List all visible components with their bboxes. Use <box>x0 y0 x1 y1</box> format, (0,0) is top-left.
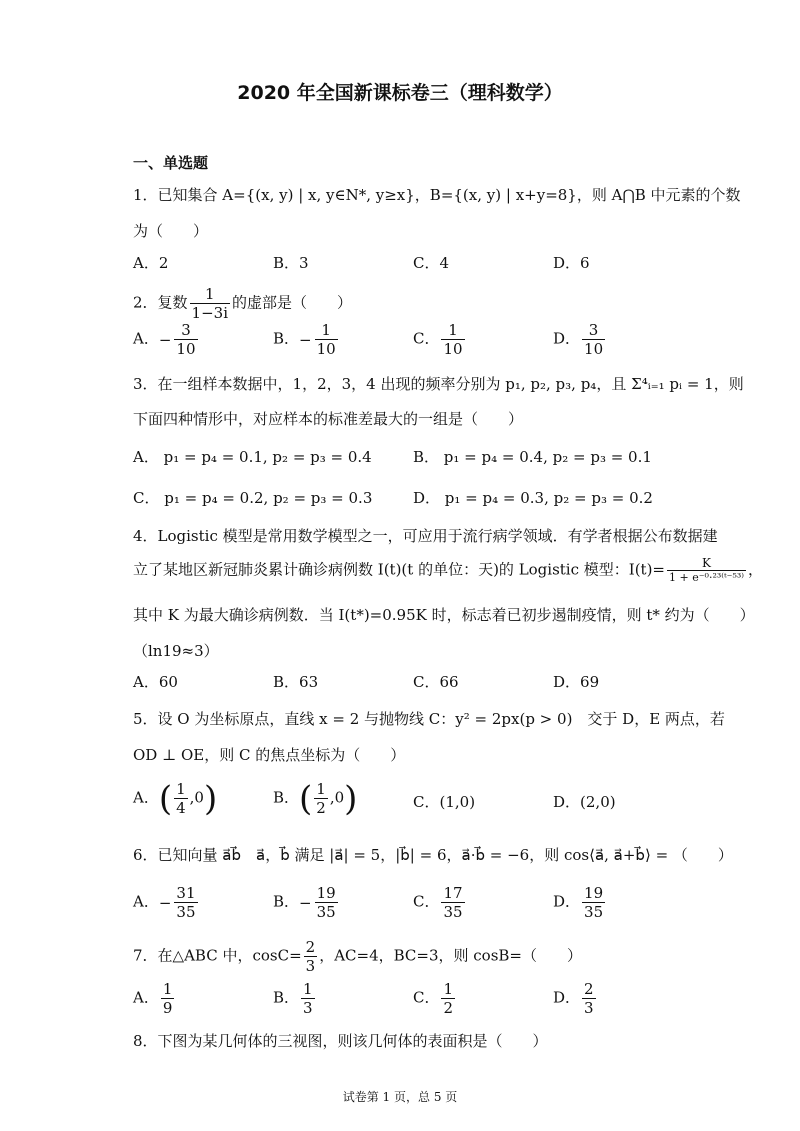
option-fraction <box>441 884 464 921</box>
option-label: B． <box>273 788 300 807</box>
q2-suffix: 的虚部是（ ） <box>232 293 353 312</box>
option-fraction <box>315 321 338 358</box>
option-sign: − <box>158 330 172 349</box>
option-fraction <box>315 884 338 921</box>
q2-frac-den: 1−3i <box>191 304 228 322</box>
q1-option-c: C．4 <box>413 254 450 272</box>
q2-option-d <box>553 321 607 358</box>
question-5-text-cont: OD ⊥ OE，则 C 的焦点坐标为（ ） <box>133 746 406 764</box>
section-heading: 一、单选题 <box>133 154 209 172</box>
option-sign: − <box>299 893 312 912</box>
frac-den: 3 <box>584 999 594 1017</box>
option-label: D． <box>553 892 581 911</box>
q5-option-c <box>413 791 475 812</box>
frac-den: 9 <box>162 999 173 1017</box>
option-fraction <box>174 884 197 921</box>
frac-den: 35 <box>176 903 196 921</box>
question-1-text: 1．已知集合 A={(x, y) | x, y∈N*, y≥x}，B={(x, y) | x+y=8}，则 A⋂B 中元素的个数 <box>133 186 741 204</box>
q3-option-c: C． p₁ = p₄ = 0.2, p₂ = p₃ = 0.3 <box>133 489 373 507</box>
option-label: D． <box>553 988 581 1007</box>
q7-option-b <box>273 980 317 1017</box>
option-fraction <box>314 780 328 817</box>
q4-logistic-fraction <box>667 556 746 585</box>
question-1-text-cont: 为（ ） <box>133 222 209 240</box>
q4-model-text: 立了某地区新冠肺炎累计确诊病例数 I(t)(t 的单位：天)的 Logistic 模型：I(t)= <box>133 560 666 579</box>
right-paren: ) <box>203 778 218 819</box>
q2-option-a <box>133 321 200 358</box>
page-title: 2020 年全国新课标卷三（理科数学） <box>237 82 563 104</box>
option-label: A． <box>133 892 159 911</box>
right-paren: ) <box>344 778 358 819</box>
option-fraction <box>174 321 197 358</box>
q2-frac-num: 1 <box>190 285 230 304</box>
option-fraction <box>441 321 464 358</box>
q2-option-b <box>273 321 340 358</box>
option-label: C． <box>413 892 440 911</box>
frac-num: 31 <box>176 884 196 902</box>
frac-den: 1 + e⁻⁰·²³⁽ᵗ⁻⁵³⁾ <box>669 571 745 584</box>
frac-den: 3 <box>305 957 316 975</box>
q7-fraction <box>304 938 318 975</box>
option-label: B． <box>273 329 300 348</box>
frac-den: 2 <box>316 799 326 817</box>
question-4-text: 4．Logistic 模型是常用数学模型之一，可应用于流行病学领域．有学者根据公布数据建 <box>133 527 718 545</box>
q7-option-c <box>413 980 457 1017</box>
q6-option-a <box>133 884 200 921</box>
option-label: B． <box>273 892 300 911</box>
option-fraction <box>441 980 455 1017</box>
question-4-text-cont2: 其中 K 为最大确诊病例数．当 I(t*)=0.95K 时，标志着已初步遏制疫情，则 t* 约为（ ） <box>133 606 755 624</box>
option-label: D． <box>553 329 581 348</box>
q1-option-d: D．6 <box>553 254 590 272</box>
q4-option-a: A．60 <box>133 673 178 691</box>
option-label: C． <box>413 988 440 1007</box>
question-3-text-cont: 下面四种情形中，对应样本的标准差最大的一组是（ ） <box>133 410 524 428</box>
option-fraction <box>161 980 175 1017</box>
option-label: B． <box>273 988 300 1007</box>
option-sign: − <box>299 330 312 349</box>
frac-num: 1 <box>162 980 173 998</box>
question-8-text: 8．下图为某几何体的三视图，则该几何体的表面积是（ ） <box>133 1032 548 1050</box>
q2-option-c <box>413 321 467 358</box>
frac-den: 10 <box>584 340 604 358</box>
question-7-text <box>133 938 582 975</box>
frac-num: 1 <box>303 980 313 998</box>
question-4-text-cont <box>133 556 763 585</box>
frac-den: 10 <box>443 340 463 358</box>
frac-den: 10 <box>316 340 336 358</box>
frac-den: 3 <box>303 999 313 1017</box>
q1-option-a: A．2 <box>133 254 169 272</box>
frac-num: 1 <box>176 780 186 798</box>
q4-option-b: B．63 <box>273 673 319 691</box>
frac-num: 17 <box>443 884 463 902</box>
frac-num: K <box>667 556 746 571</box>
q6-option-d <box>553 884 607 921</box>
frac-num: 2 <box>584 980 594 998</box>
left-paren: ( <box>158 778 173 819</box>
frac-num: 3 <box>582 321 605 340</box>
option-fraction <box>301 980 315 1017</box>
frac-num: 1 <box>315 321 338 340</box>
q5-option-d <box>553 791 616 812</box>
option-label: A． <box>133 788 159 807</box>
question-6-text: 6．已知向量 a⃗b⃗ a⃗，b⃗ 满足 |a⃗| = 5，|b⃗| = 6，a⃗·b⃗ = −6，则 cos⟨a⃗, a⃗+b⃗⟩ = （ ） <box>133 846 733 864</box>
frac-num: 19 <box>584 884 604 902</box>
q6-option-b <box>273 884 340 921</box>
option-fraction <box>582 321 605 358</box>
q2-fraction <box>190 285 230 322</box>
q5-option-b <box>273 780 357 817</box>
frac-num: 2 <box>305 938 316 956</box>
page-footer: 试卷第 1 页，总 5 页 <box>342 1090 458 1104</box>
q7-suffix: ，AC=4，BC=3，则 cosB=（ ） <box>319 946 582 965</box>
q7-option-a <box>133 980 176 1017</box>
frac-den: 35 <box>584 903 604 921</box>
question-3-text: 3．在一组样本数据中，1，2，3，4 出现的频率分别为 p₁, p₂, p₃, p₄，且 Σ⁴ᵢ₌₁ pᵢ = 1，则 <box>133 375 744 393</box>
q6-option-c <box>413 884 467 921</box>
option-label: C． <box>413 793 440 811</box>
option-fraction <box>174 780 188 817</box>
option-text: (2,0) <box>580 793 616 811</box>
question-5-text: 5．设 O 为坐标原点，直线 x = 2 与抛物线 C：y² = 2px(p > 0) 交于 D，E 两点，若 <box>133 710 725 728</box>
option-label: A． <box>133 329 159 348</box>
q3-option-d: D． p₁ = p₄ = 0.3, p₂ = p₃ = 0.2 <box>413 489 653 507</box>
frac-num: 1 <box>316 780 326 798</box>
q4-option-d: D．69 <box>553 673 600 691</box>
option-sign: − <box>158 893 172 912</box>
left-paren: ( <box>299 778 313 819</box>
frac-num: 19 <box>316 884 336 902</box>
question-2-text <box>133 285 352 322</box>
option-label: C． <box>413 329 440 348</box>
q4-comma: ， <box>748 560 764 579</box>
option-fraction <box>582 980 596 1017</box>
option-tail: ,0 <box>329 788 345 807</box>
frac-num: 3 <box>174 321 197 340</box>
q5-option-a <box>133 780 217 817</box>
q2-prefix: 2．复数 <box>133 293 188 312</box>
frac-den: 35 <box>316 903 336 921</box>
frac-den: 4 <box>176 799 186 817</box>
q3-option-b: B． p₁ = p₄ = 0.4, p₂ = p₃ = 0.1 <box>413 448 652 466</box>
q3-option-a: A． p₁ = p₄ = 0.1, p₂ = p₃ = 0.4 <box>133 448 372 466</box>
frac-den: 35 <box>443 903 463 921</box>
q7-prefix: 7．在△ABC 中，cosC= <box>133 946 302 965</box>
frac-den: 10 <box>176 340 196 358</box>
frac-num: 1 <box>441 321 464 340</box>
q7-option-d <box>553 980 598 1017</box>
option-text: (1,0) <box>439 793 476 811</box>
frac-den: 2 <box>443 999 454 1017</box>
frac-num: 1 <box>443 980 454 998</box>
question-4-hint: （ln19≈3） <box>133 642 219 660</box>
option-fraction <box>582 884 605 921</box>
option-label: D． <box>553 793 581 811</box>
option-tail: ,0 <box>189 788 204 807</box>
q1-option-b: B．3 <box>273 254 309 272</box>
q4-option-c: C．66 <box>413 673 459 691</box>
option-label: A． <box>133 988 159 1007</box>
